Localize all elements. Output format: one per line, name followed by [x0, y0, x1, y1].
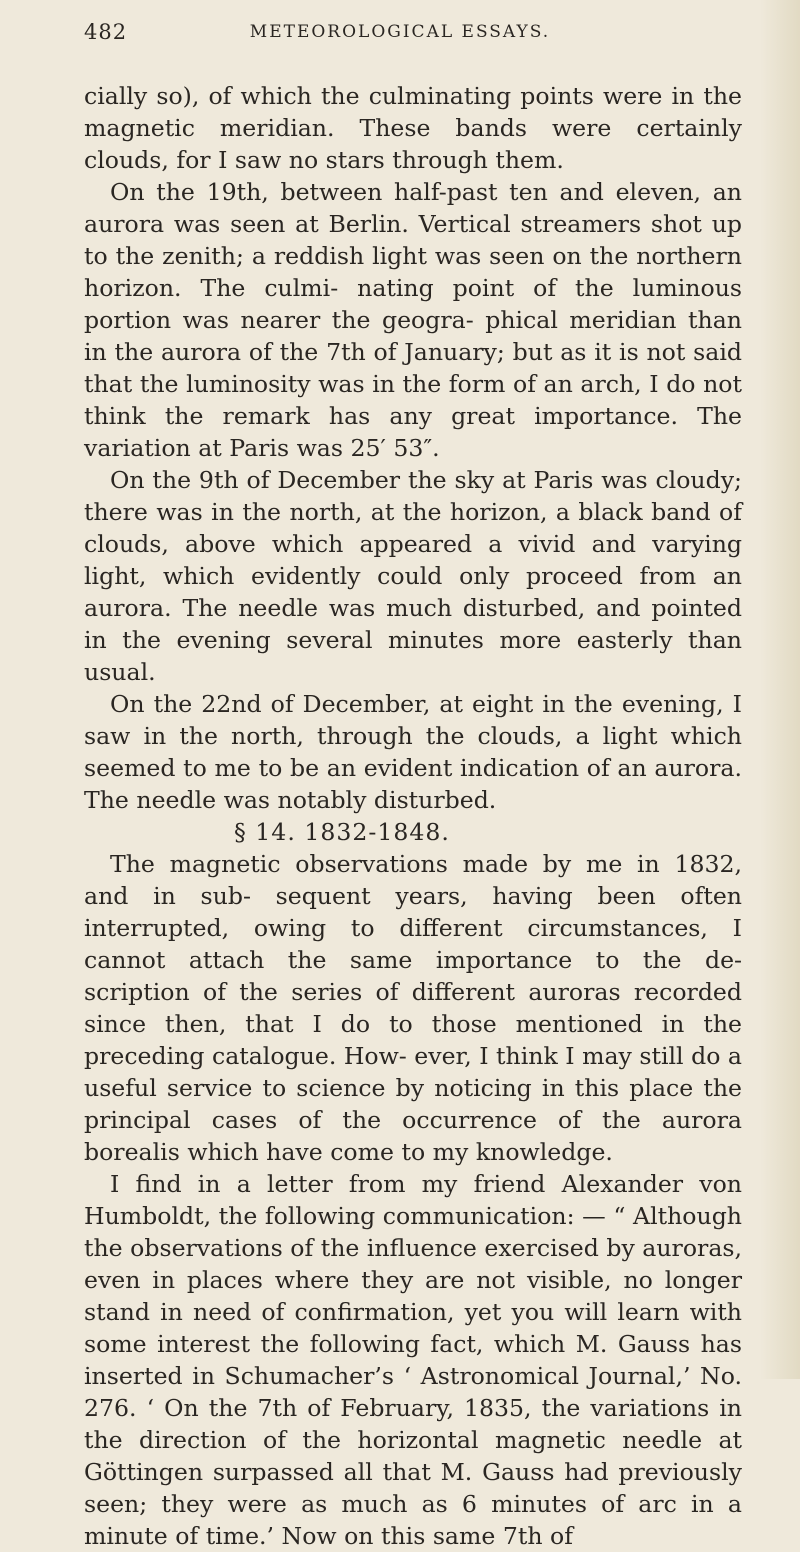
section-heading: § 14. 1832-1848.	[234, 818, 450, 846]
page-edge-shadow	[760, 0, 800, 1379]
running-title: METEOROLOGICAL ESSAYS.	[249, 22, 551, 42]
paragraph-continuation: cially so), of which the culminating points were in the magnetic meridian. These bands were certainly clouds, for I saw no stars through them.	[84, 82, 742, 174]
body-text	[84, 80, 742, 1552]
paragraph-berlin-aurora: On the 19th, between half-past ten and eleven, an aurora was seen at Berlin. Vertical streamers shot up to the zenith; a reddish light was seen on the northern horizon. The culmi- nating point of the luminous portion was nearer the geogra- phical meridian than in the aurora of the 7th of January; but as it is not said that the luminosity was in the form of an arch, I do not think the remark has any great importance. The variation at Paris was 25′ 53″.	[84, 178, 742, 462]
paragraph-humboldt-letter: I find in a letter from my friend Alexander von Humboldt, the following communication: — “ Although the observations of the influence exercised by auroras, even in places where they are not visible, no longer stand in need of confirmation, yet you will learn with some interest the following fact, which M. Gauss has inserted in Schumacher’s ‘ Astronomical Journal,’ No. 276. ‘ On the 7th of February, 1835, the variations in the direction of the horizontal magnetic needle at Göttingen surpassed all that M. Gauss had previously seen; they were as much as 6 minutes of arc in a minute of time.’ Now on this same 7th of	[84, 1170, 742, 1550]
paragraph-december-9: On the 9th of December the sky at Paris was cloudy; there was in the north, at the horizon, a black band of clouds, above which appeared a vivid and varying light, which evidently could only proceed from an aurora. The needle was much disturbed, and pointed in the evening several minutes more easterly than usual.	[84, 466, 742, 686]
page-number: 482	[84, 20, 128, 44]
paragraph-magnetic-observations: The magnetic observations made by me in 1832, and in sub- sequent years, having been often interrupted, owing to different circumstances, I cannot attach the same importance to the de- scription of the series of different auroras recorded since then, that I do to those mentioned in the preceding catalogue. How- ever, I think I may still do a useful service to science by noticing in this place the principal cases of the occurrence of the aurora borealis which have come to my knowledge.	[84, 850, 742, 1166]
paragraph-december-22: On the 22nd of December, at eight in the evening, I saw in the north, through the clouds, a light which seemed to me to be an evident indication of an aurora. The needle was notably disturbed.	[84, 690, 742, 814]
page-header	[0, 12, 800, 46]
